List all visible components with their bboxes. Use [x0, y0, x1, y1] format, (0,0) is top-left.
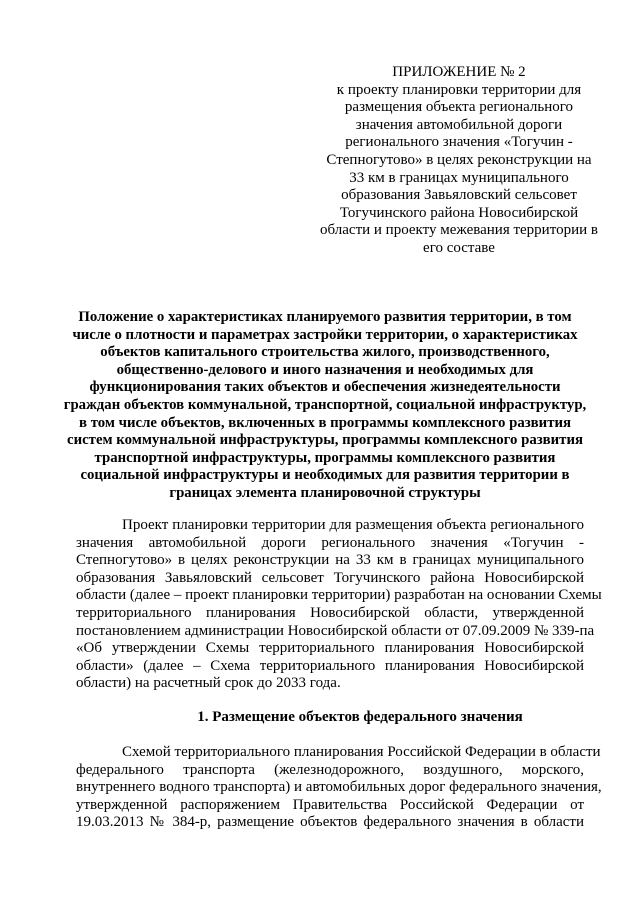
- paragraph-line: Проект планировки территории для размещения объекта регионального: [122, 517, 584, 533]
- heading-line: общественно-делового и иного назначения и необходимых для: [116, 361, 534, 378]
- document-heading: [62, 309, 588, 503]
- paragraph-line: федерального транспорта (железнодорожного, воздушного, морского,: [76, 761, 584, 778]
- heading-line: социальной инфраструктуры и необходимых для развития территории в: [80, 467, 570, 484]
- paragraph-line: постановлением администрации Новосибирской области от 07.09.2009 № 339-па: [76, 622, 595, 639]
- appendix-line: образования Завьяловский сельсовет: [341, 187, 577, 204]
- appendix-line: размещения объекта регионального: [344, 99, 574, 116]
- section-title: 1. Размещение объектов федерального значения: [197, 709, 523, 725]
- appendix-line: регионального значения «Тогучин -: [345, 134, 573, 151]
- heading-line: Положение о характеристиках планируемого развития территории, в том: [78, 309, 572, 325]
- paragraph-intro: [76, 517, 602, 693]
- heading-line: в том числе объектов, включенных в программы комплексного развития: [79, 414, 571, 431]
- paragraph-federal: [76, 744, 602, 832]
- paragraph-line: области (далее – проект планировки территории) разработан на основании Схемы: [76, 587, 602, 604]
- appendix-line: к проекту планировки территории для: [336, 81, 582, 98]
- appendix-title: ПРИЛОЖЕНИЕ № 2: [392, 64, 526, 80]
- paragraph-line: области» (далее – Схема территориального планирования Новосибирской: [76, 657, 584, 674]
- paragraph-line: внутреннего водного транспорта) и автомобильных дорог федерального значения,: [76, 779, 602, 796]
- paragraph-line: значения автомобильной дороги регионального значения «Тогучин -: [76, 534, 584, 551]
- heading-line: систем коммунальной инфраструктуры, программы комплексного развития: [67, 432, 583, 449]
- paragraph-line: области) на расчетный срок до 2033 года.: [76, 675, 341, 692]
- heading-line: числе о плотности и параметрах застройки территории, о характеристиках: [72, 326, 578, 343]
- heading-line: граждан объектов коммунальной, транспортной, социальной инфраструктур,: [63, 396, 587, 413]
- heading-line: функционирования таких объектов и обеспечения жизнедеятельности: [89, 379, 561, 396]
- appendix-line: области и проекту межевания территории в: [320, 222, 598, 239]
- paragraph-line: Схемой территориального планирования Российской Федерации в области: [122, 744, 601, 760]
- heading-line: транспортной инфраструктуры, программы комплексного развития: [94, 449, 556, 466]
- appendix-line: его составе: [423, 239, 495, 256]
- paragraph-line: образования Завьяловский сельсовет Тогучинского района Новосибирской: [76, 569, 584, 586]
- appendix-line: 33 км в границах муниципального: [349, 169, 569, 186]
- paragraph-line: утвержденной распоряжением Правительства Российской Федерации от: [76, 796, 584, 813]
- appendix-line: Тогучинского района Новосибирской: [339, 204, 579, 221]
- appendix-line: значения автомобильной дороги: [355, 116, 563, 133]
- appendix-line: Степногутово» в целях реконструкции на: [326, 151, 592, 168]
- paragraph-line: «Об утверждении Схемы территориального планирования Новосибирской: [76, 640, 584, 657]
- paragraph-line: Степногутово» в целях реконструкции на 33 км в границах муниципального: [76, 552, 584, 569]
- paragraph-line: территориального планирования Новосибирской области, утвержденной: [76, 604, 584, 621]
- heading-line: объектов капитального строительства жилого, производственного,: [100, 344, 550, 361]
- heading-line: границах элемента планировочной структуры: [169, 484, 481, 501]
- paragraph-line: 19.03.2013 № 384-р, размещение объектов федерального значения в области: [76, 814, 584, 831]
- appendix-header: [318, 64, 600, 258]
